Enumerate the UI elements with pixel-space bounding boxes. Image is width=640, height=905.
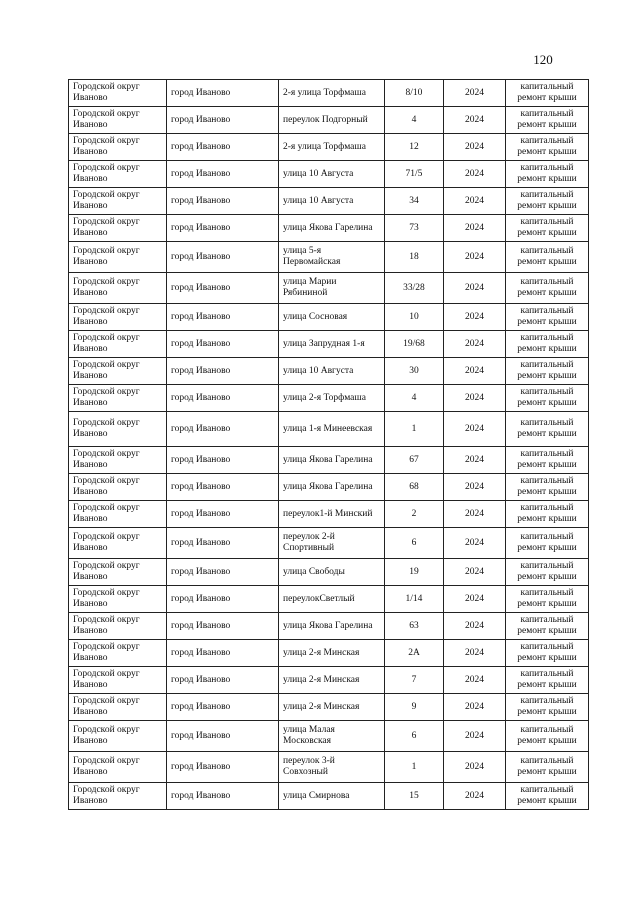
district-cell: Городской округ Иваново (69, 273, 167, 304)
table-row (69, 752, 589, 783)
city-cell: город Иваново (167, 412, 279, 447)
year-cell: 2024 (444, 640, 506, 667)
work-type-cell: капитальный ремонт крыши (506, 331, 589, 358)
house-number-cell: 71/5 (385, 161, 444, 188)
table-row (69, 215, 589, 242)
registry-table (68, 79, 589, 810)
district-cell: Городской округ Иваново (69, 559, 167, 586)
work-type-cell: капитальный ремонт крыши (506, 385, 589, 412)
city-cell: город Иваново (167, 161, 279, 188)
work-type-cell: капитальный ремонт крыши (506, 667, 589, 694)
city-cell: город Иваново (167, 501, 279, 528)
city-cell: город Иваново (167, 188, 279, 215)
house-number-cell: 10 (385, 304, 444, 331)
district-cell: Городской округ Иваново (69, 586, 167, 613)
city-cell: город Иваново (167, 474, 279, 501)
year-cell: 2024 (444, 188, 506, 215)
house-number-cell: 12 (385, 134, 444, 161)
street-cell: улица 2-я Минская (279, 694, 385, 721)
house-number-cell: 7 (385, 667, 444, 694)
street-cell: переулокСветлый (279, 586, 385, 613)
street-cell: улица Смирнова (279, 783, 385, 810)
house-number-cell: 2А (385, 640, 444, 667)
city-cell: город Иваново (167, 640, 279, 667)
house-number-cell: 68 (385, 474, 444, 501)
house-number-cell: 73 (385, 215, 444, 242)
table-row (69, 161, 589, 188)
district-cell: Городской округ Иваново (69, 331, 167, 358)
district-cell: Городской округ Иваново (69, 447, 167, 474)
house-number-cell: 19 (385, 559, 444, 586)
table-row (69, 613, 589, 640)
table-row (69, 412, 589, 447)
work-type-cell: капитальный ремонт крыши (506, 613, 589, 640)
work-type-cell: капитальный ремонт крыши (506, 474, 589, 501)
city-cell: город Иваново (167, 358, 279, 385)
house-number-cell: 19/68 (385, 331, 444, 358)
page-number: 120 (533, 52, 553, 67)
work-type-cell: капитальный ремонт крыши (506, 528, 589, 559)
table-row (69, 188, 589, 215)
table-row (69, 107, 589, 134)
city-cell: город Иваново (167, 752, 279, 783)
street-cell: улица 10 Августа (279, 188, 385, 215)
table-row (69, 501, 589, 528)
district-cell: Городской округ Иваново (69, 721, 167, 752)
year-cell: 2024 (444, 358, 506, 385)
city-cell: город Иваново (167, 385, 279, 412)
table-row (69, 242, 589, 273)
house-number-cell: 4 (385, 385, 444, 412)
district-cell: Городской округ Иваново (69, 215, 167, 242)
table-row (69, 385, 589, 412)
street-cell: улица Якова Гарелина (279, 474, 385, 501)
district-cell: Городской округ Иваново (69, 783, 167, 810)
street-cell: улица 5-я Первомайская (279, 242, 385, 273)
street-cell: 2-я улица Торфмаша (279, 134, 385, 161)
work-type-cell: капитальный ремонт крыши (506, 640, 589, 667)
table-row (69, 528, 589, 559)
house-number-cell: 1/14 (385, 586, 444, 613)
district-cell: Городской округ Иваново (69, 188, 167, 215)
house-number-cell: 30 (385, 358, 444, 385)
year-cell: 2024 (444, 273, 506, 304)
street-cell: переулок 3-й Совхозный (279, 752, 385, 783)
house-number-cell: 4 (385, 107, 444, 134)
house-number-cell: 18 (385, 242, 444, 273)
district-cell: Городской округ Иваново (69, 528, 167, 559)
work-type-cell: капитальный ремонт крыши (506, 694, 589, 721)
table-row (69, 80, 589, 107)
district-cell: Городской округ Иваново (69, 385, 167, 412)
year-cell: 2024 (444, 667, 506, 694)
work-type-cell: капитальный ремонт крыши (506, 242, 589, 273)
city-cell: город Иваново (167, 667, 279, 694)
city-cell: город Иваново (167, 613, 279, 640)
work-type-cell: капитальный ремонт крыши (506, 134, 589, 161)
district-cell: Городской округ Иваново (69, 667, 167, 694)
district-cell: Городской округ Иваново (69, 640, 167, 667)
work-type-cell: капитальный ремонт крыши (506, 188, 589, 215)
house-number-cell: 67 (385, 447, 444, 474)
table-row (69, 447, 589, 474)
table-row (69, 640, 589, 667)
district-cell: Городской округ Иваново (69, 613, 167, 640)
district-cell: Городской округ Иваново (69, 80, 167, 107)
work-type-cell: капитальный ремонт крыши (506, 80, 589, 107)
city-cell: город Иваново (167, 528, 279, 559)
work-type-cell: капитальный ремонт крыши (506, 412, 589, 447)
district-cell: Городской округ Иваново (69, 501, 167, 528)
year-cell: 2024 (444, 242, 506, 273)
city-cell: город Иваново (167, 783, 279, 810)
street-cell: улица Свободы (279, 559, 385, 586)
year-cell: 2024 (444, 161, 506, 188)
city-cell: город Иваново (167, 215, 279, 242)
year-cell: 2024 (444, 752, 506, 783)
year-cell: 2024 (444, 80, 506, 107)
year-cell: 2024 (444, 331, 506, 358)
work-type-cell: капитальный ремонт крыши (506, 752, 589, 783)
street-cell: улица 2-я Минская (279, 667, 385, 694)
table-row (69, 783, 589, 810)
house-number-cell: 6 (385, 721, 444, 752)
street-cell: переулок1-й Минский (279, 501, 385, 528)
work-type-cell: капитальный ремонт крыши (506, 783, 589, 810)
work-type-cell: капитальный ремонт крыши (506, 358, 589, 385)
street-cell: улица Якова Гарелина (279, 447, 385, 474)
year-cell: 2024 (444, 304, 506, 331)
year-cell: 2024 (444, 528, 506, 559)
year-cell: 2024 (444, 134, 506, 161)
year-cell: 2024 (444, 559, 506, 586)
street-cell: улица 2-я Торфмаша (279, 385, 385, 412)
work-type-cell: капитальный ремонт крыши (506, 273, 589, 304)
table-row (69, 694, 589, 721)
street-cell: улица Якова Гарелина (279, 613, 385, 640)
house-number-cell: 15 (385, 783, 444, 810)
street-cell: улица Запрудная 1-я (279, 331, 385, 358)
table-row (69, 273, 589, 304)
table-row (69, 474, 589, 501)
street-cell: улица Марии Рябининой (279, 273, 385, 304)
year-cell: 2024 (444, 783, 506, 810)
year-cell: 2024 (444, 215, 506, 242)
work-type-cell: капитальный ремонт крыши (506, 559, 589, 586)
district-cell: Городской округ Иваново (69, 134, 167, 161)
city-cell: город Иваново (167, 694, 279, 721)
street-cell: переулок Подгорный (279, 107, 385, 134)
city-cell: город Иваново (167, 107, 279, 134)
work-type-cell: капитальный ремонт крыши (506, 107, 589, 134)
work-type-cell: капитальный ремонт крыши (506, 215, 589, 242)
table-row (69, 586, 589, 613)
house-number-cell: 8/10 (385, 80, 444, 107)
district-cell: Городской округ Иваново (69, 474, 167, 501)
district-cell: Городской округ Иваново (69, 304, 167, 331)
street-cell: улица 10 Августа (279, 161, 385, 188)
year-cell: 2024 (444, 721, 506, 752)
registry-table-body (69, 80, 589, 810)
work-type-cell: капитальный ремонт крыши (506, 586, 589, 613)
year-cell: 2024 (444, 447, 506, 474)
city-cell: город Иваново (167, 242, 279, 273)
table-row (69, 331, 589, 358)
year-cell: 2024 (444, 694, 506, 721)
year-cell: 2024 (444, 107, 506, 134)
district-cell: Городской округ Иваново (69, 242, 167, 273)
work-type-cell: капитальный ремонт крыши (506, 501, 589, 528)
city-cell: город Иваново (167, 331, 279, 358)
house-number-cell: 63 (385, 613, 444, 640)
house-number-cell: 34 (385, 188, 444, 215)
table-row (69, 667, 589, 694)
district-cell: Городской округ Иваново (69, 107, 167, 134)
table-row (69, 134, 589, 161)
work-type-cell: капитальный ремонт крыши (506, 161, 589, 188)
city-cell: город Иваново (167, 273, 279, 304)
house-number-cell: 6 (385, 528, 444, 559)
city-cell: город Иваново (167, 447, 279, 474)
street-cell: улица 2-я Минская (279, 640, 385, 667)
table-row (69, 304, 589, 331)
city-cell: город Иваново (167, 80, 279, 107)
table-row (69, 721, 589, 752)
street-cell: улица Якова Гарелина (279, 215, 385, 242)
city-cell: город Иваново (167, 559, 279, 586)
work-type-cell: капитальный ремонт крыши (506, 721, 589, 752)
year-cell: 2024 (444, 412, 506, 447)
year-cell: 2024 (444, 385, 506, 412)
year-cell: 2024 (444, 613, 506, 640)
street-cell: 2-я улица Торфмаша (279, 80, 385, 107)
district-cell: Городской округ Иваново (69, 161, 167, 188)
house-number-cell: 1 (385, 412, 444, 447)
street-cell: улица Сосновая (279, 304, 385, 331)
city-cell: город Иваново (167, 134, 279, 161)
house-number-cell: 2 (385, 501, 444, 528)
table-row (69, 559, 589, 586)
city-cell: город Иваново (167, 721, 279, 752)
street-cell: улица 1-я Минеевская (279, 412, 385, 447)
work-type-cell: капитальный ремонт крыши (506, 447, 589, 474)
street-cell: улица 10 Августа (279, 358, 385, 385)
city-cell: город Иваново (167, 586, 279, 613)
table-row (69, 358, 589, 385)
house-number-cell: 33/28 (385, 273, 444, 304)
street-cell: улица Малая Московская (279, 721, 385, 752)
year-cell: 2024 (444, 474, 506, 501)
street-cell: переулок 2-й Спортивный (279, 528, 385, 559)
district-cell: Городской округ Иваново (69, 358, 167, 385)
work-type-cell: капитальный ремонт крыши (506, 304, 589, 331)
city-cell: город Иваново (167, 304, 279, 331)
district-cell: Городской округ Иваново (69, 752, 167, 783)
district-cell: Городской округ Иваново (69, 694, 167, 721)
year-cell: 2024 (444, 586, 506, 613)
house-number-cell: 1 (385, 752, 444, 783)
district-cell: Городской округ Иваново (69, 412, 167, 447)
year-cell: 2024 (444, 501, 506, 528)
house-number-cell: 9 (385, 694, 444, 721)
